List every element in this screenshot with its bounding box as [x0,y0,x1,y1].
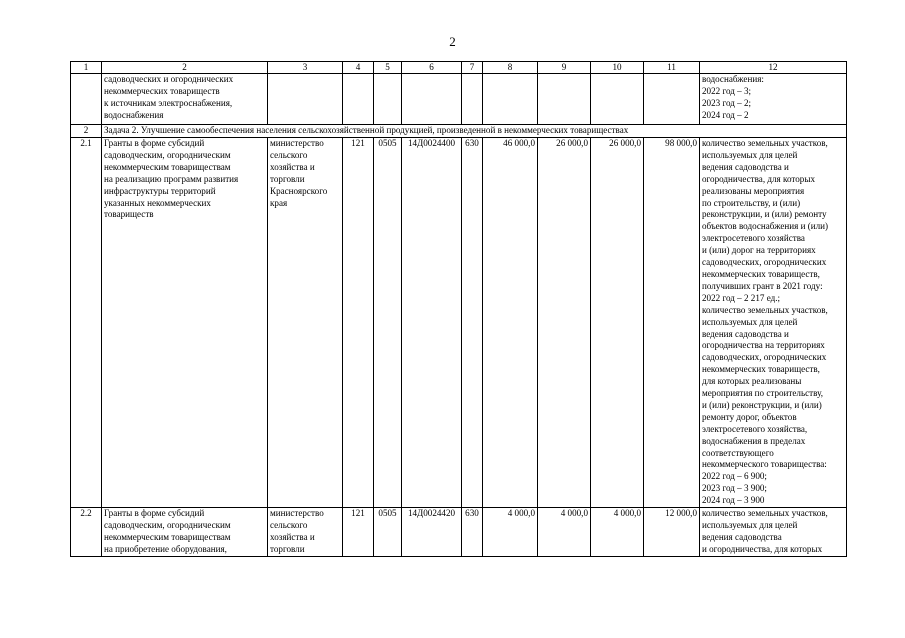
cell-year-2023: 26 000,0 [538,138,591,508]
task-number: 2 [71,125,102,138]
col-num-12: 12 [700,62,847,74]
table-row [71,138,847,508]
cell-result: количество земельных участков, используемых для целей ведения садоводства и огородничества, для которых реализованы мероприятия по строительству, и (или) реконструкции, и (или) ремонту объектов водоснабжения и (или) электросетевого хозяйства и (или) дорог на территориях садоводческих, огороднических некоммерческих товариществ, получивших грант в 2021 году: 2022 год – 2 217 ед.; количество земельных участков, используемых для целей ведения садоводства и огородничества на территориях садоводческих, огороднических некоммерческих товариществ, для которых реализованы мероприятия по строительству, и (или) реконструкции, и (или) ремонту дорог, объектов электросетевого хозяйства, водоснабжения в пределах соответствующего некоммерческого товарищества: 2022 год – 6 900; 2023 год – 3 900; 2024 год – 3 900 [700,138,847,508]
cell-executor: министерство сельского хозяйства и торговли [268,508,343,557]
cell-rzpr: 0505 [374,138,402,508]
col-num-11: 11 [644,62,700,74]
cell-result: количество земельных участков, используемых для целей ведения садоводства и огородничества, для которых [700,508,847,557]
task-row [71,125,847,138]
col-num-10: 10 [591,62,644,74]
cell-vr: 630 [462,508,483,557]
cell-number [71,74,102,125]
page-number: 2 [449,34,456,49]
cell-csr: 14Д0024420 [402,508,462,557]
cell-grbs: 121 [343,138,374,508]
col-num-7: 7 [462,62,483,74]
cell-number: 2.1 [71,138,102,508]
cell-grbs: 121 [343,508,374,557]
cell-csr: 14Д0024400 [402,138,462,508]
cell-number: 2.2 [71,508,102,557]
cell-year-2024: 26 000,0 [591,138,644,508]
program-table [70,61,847,557]
cell-rzpr: 0505 [374,508,402,557]
cell-total: 12 000,0 [644,508,700,557]
column-number-row [71,62,847,74]
cell-vr: 630 [462,138,483,508]
col-num-5: 5 [374,62,402,74]
col-num-1: 1 [71,62,102,74]
continuation-row [71,74,847,125]
cell-year-2022: 46 000,0 [483,138,538,508]
table-row [71,508,847,557]
cell-result: водоснабжения: 2022 год – 3; 2023 год – 2; 2024 год – 2 [700,74,847,125]
col-num-4: 4 [343,62,374,74]
col-num-6: 6 [402,62,462,74]
task-title: Задача 2. Улучшение самообеспечения населения сельскохозяйственной продукцией, произведенной в некоммерческих товариществах [102,125,847,138]
cell-year-2023: 4 000,0 [538,508,591,557]
cell-measure: Гранты в форме субсидий садоводческим, огородническим некоммерческим товариществам на реализацию программ развития инфраструктуры территорий указанных некоммерческих товариществ [102,138,268,508]
cell-year-2024: 4 000,0 [591,508,644,557]
col-num-8: 8 [483,62,538,74]
col-num-9: 9 [538,62,591,74]
cell-measure: садоводческих и огороднических некоммерческих товариществ к источникам электроснабжения, водоснабжения [102,74,268,125]
col-num-2: 2 [102,62,268,74]
cell-measure: Гранты в форме субсидий садоводческим, огородническим некоммерческим товариществам на приобретение оборудования, [102,508,268,557]
col-num-3: 3 [268,62,343,74]
cell-year-2022: 4 000,0 [483,508,538,557]
cell-executor: министерство сельского хозяйства и торговли Красноярского края [268,138,343,508]
cell-total: 98 000,0 [644,138,700,508]
